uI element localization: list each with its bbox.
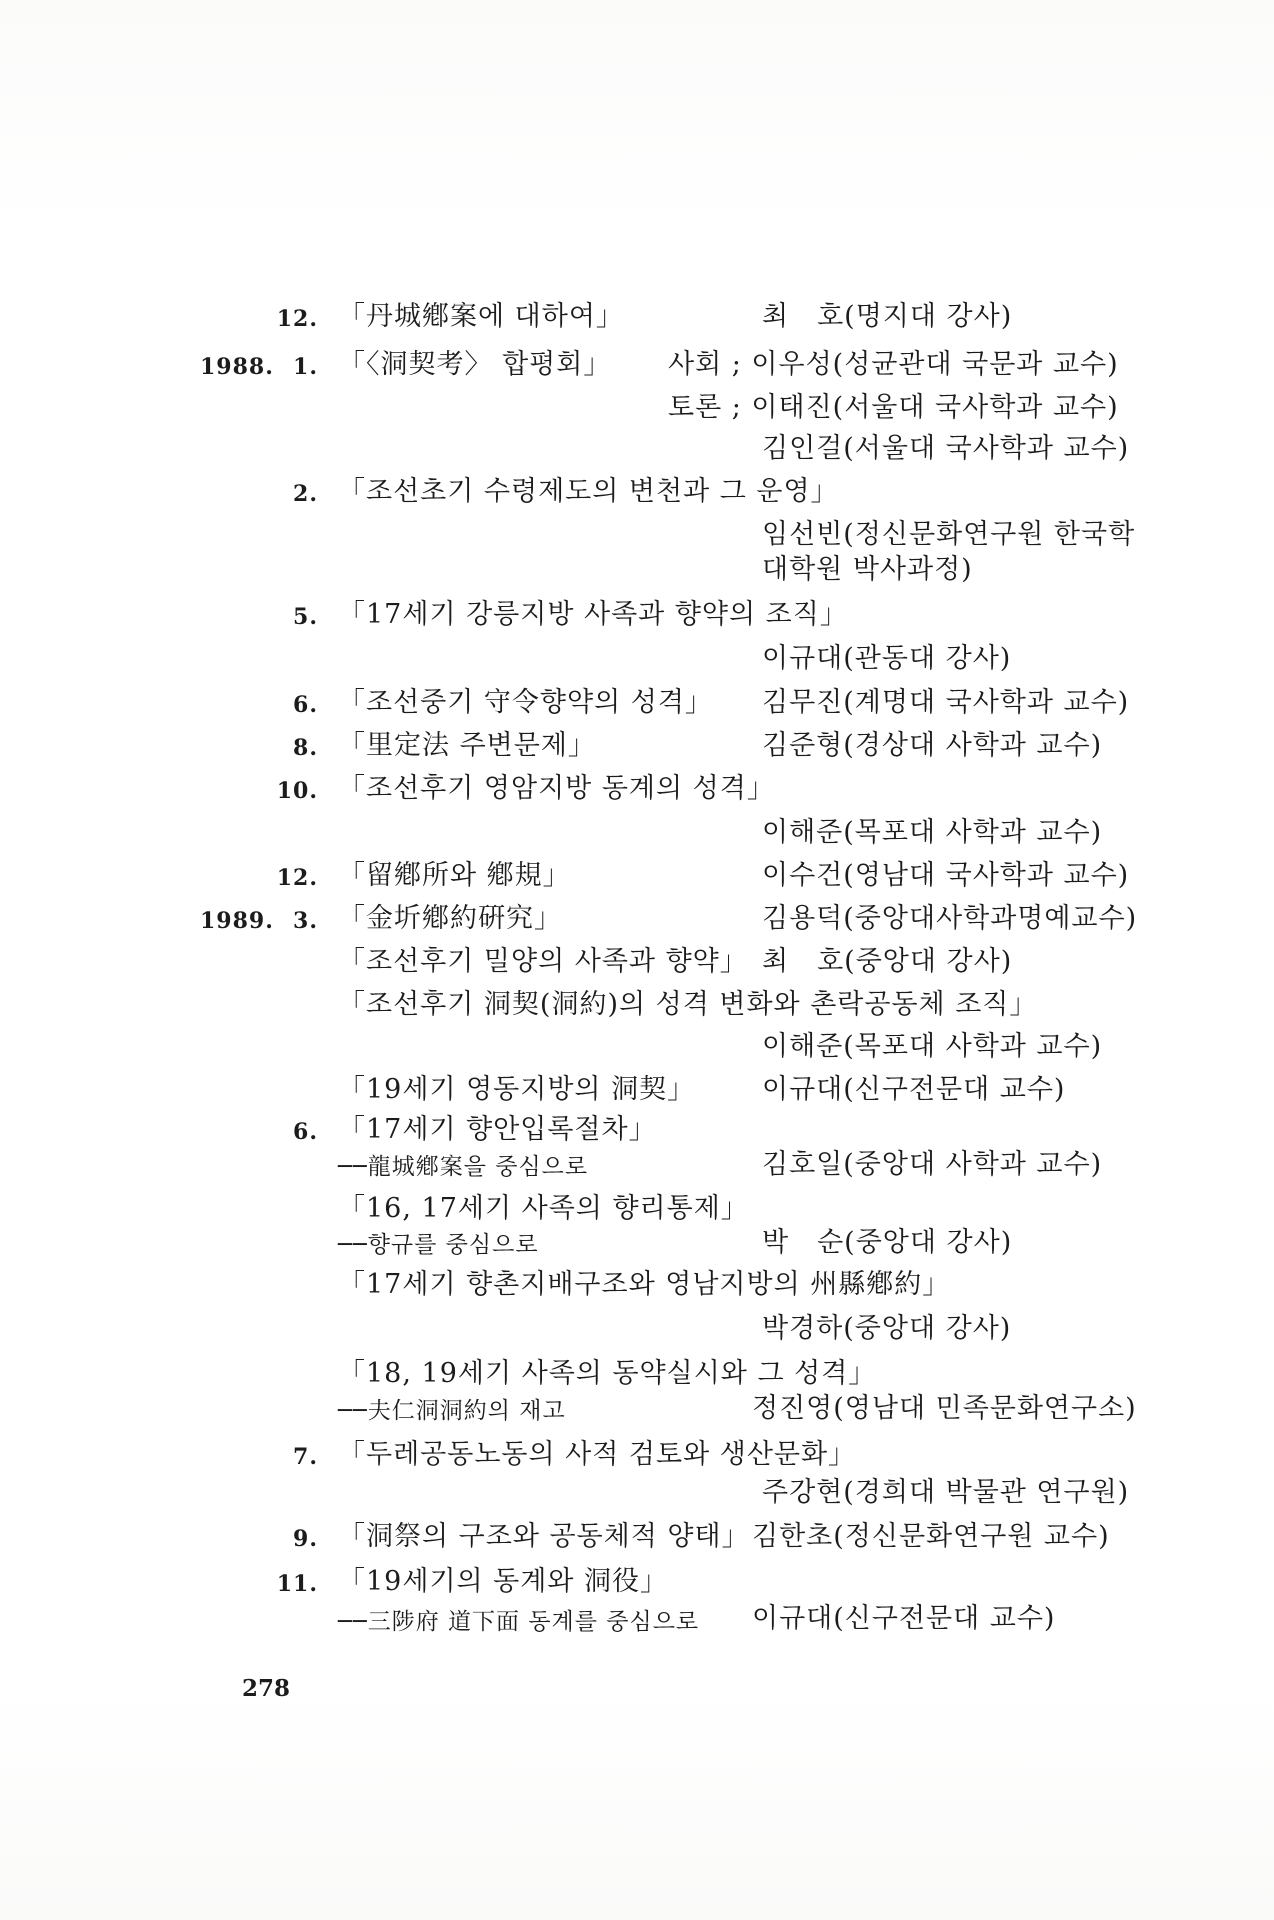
entry-presenter: 김준형(경상대 사학과 교수) (762, 730, 1103, 761)
entry-title: 「洞祭의 구조와 공동체적 양태」 (338, 1521, 750, 1552)
entry-title: 「조선후기 洞契(洞約)의 성격 변화와 촌락공동체 조직」 (338, 989, 1038, 1020)
entry-title: 「조선후기 밀양의 사족과 향약」 (338, 946, 748, 977)
entry-presenter: 김용덕(중앙대사학과명예교수) (762, 903, 1138, 934)
entry-presenter: 김인걸(서울대 국사학과 교수) (762, 433, 1130, 464)
entry-title: 「留鄕所와 鄕規」 (338, 860, 571, 891)
entry-presenter: 정진영(영남대 민족문화연구소) (752, 1393, 1137, 1424)
entry-title: 「두레공동노동의 사적 검토와 생산문화」 (338, 1439, 857, 1470)
entry-presenter: 토론 ; 이태진(서울대 국사학과 교수) (668, 392, 1119, 423)
entry-month: 1. (293, 354, 318, 380)
entry-presenter: 이수건(영남대 국사학과 교수) (762, 860, 1130, 891)
entry-month: 12. (276, 306, 318, 332)
entry-month: 5. (293, 604, 318, 630)
entry-title: 「17세기 향촌지배구조와 영남지방의 州縣鄕約」 (338, 1269, 951, 1300)
entry-presenter: 임선빈(정신문화연구원 한국학 (762, 519, 1136, 550)
entry-presenter: 최 호(중앙대 강사) (762, 946, 1013, 977)
entry-month: 8. (293, 735, 318, 761)
entry-presenter: 김한초(정신문화연구원 교수) (752, 1521, 1110, 1552)
entry-month: 12. (276, 865, 318, 891)
entry-year: 1989. (200, 908, 274, 934)
entry-presenter: 박경하(중앙대 강사) (762, 1313, 1012, 1344)
entry-presenter: 김호일(중앙대 사학과 교수) (762, 1149, 1103, 1180)
entry-presenter: 최 호(명지대 강사) (762, 301, 1013, 332)
entry-title: 「조선초기 수령제도의 변천과 그 운영」 (338, 476, 839, 507)
entry-presenter: 이해준(목포대 사학과 교수) (762, 817, 1103, 848)
entry-month: 11. (276, 1571, 318, 1597)
entry-title: 「〈洞契考〉 합평회」 (338, 349, 612, 380)
entry-presenter: 김무진(계명대 국사학과 교수) (762, 687, 1130, 718)
entry-presenter: 이규대(신구전문대 교수) (752, 1603, 1056, 1634)
entry-subtitle: ──향규를 중심으로 (338, 1232, 539, 1258)
entry-title: 「金圻鄕約硏究」 (338, 903, 562, 934)
entry-month: 9. (293, 1526, 318, 1552)
entry-title: 「19세기의 동계와 洞役」 (338, 1566, 669, 1597)
entry-month: 6. (293, 692, 318, 718)
entry-presenter: 이규대(신구전문대 교수) (762, 1074, 1066, 1105)
entry-month: 10. (276, 778, 318, 804)
entry-presenter: 박 순(중앙대 강사) (762, 1227, 1013, 1258)
entry-title: 「조선후기 영암지방 동계의 성격」 (338, 773, 775, 804)
entry-presenter: 주강현(경희대 박물관 연구원) (762, 1477, 1130, 1508)
entry-presenter: 사회 ; 이우성(성균관대 국문과 교수) (668, 349, 1119, 380)
entry-title: 「17세기 향안입록절차」 (338, 1114, 657, 1145)
entry-subtitle: ──夫仁洞洞約의 재고 (338, 1398, 566, 1424)
entry-month: 2. (293, 481, 318, 507)
entry-presenter: 이규대(관동대 강사) (762, 643, 1012, 674)
entry-presenter: 이해준(목포대 사학과 교수) (762, 1031, 1103, 1062)
entry-month: 7. (293, 1444, 318, 1470)
entry-title: 「조선중기 守令향약의 성격」 (338, 687, 713, 718)
entry-title: 「17세기 강릉지방 사족과 향약의 조직」 (338, 599, 848, 630)
entry-subtitle: ──三陟府 道下面 동계를 중심으로 (338, 1609, 700, 1635)
entry-title: 「19세기 영동지방의 洞契」 (338, 1074, 696, 1105)
entry-title: 「里定法 주변문제」 (338, 730, 596, 761)
entry-title: 「18, 19세기 사족의 동약실시와 그 성격」 (338, 1358, 877, 1389)
entry-title: 「丹城鄕案에 대하여」 (338, 301, 624, 332)
entry-month: 3. (293, 908, 318, 934)
entry-month: 6. (293, 1119, 318, 1145)
entry-presenter: 대학원 박사과정) (762, 554, 973, 585)
entry-subtitle: ──龍城鄕案을 중심으로 (338, 1154, 589, 1180)
page-number: 278 (242, 1675, 291, 1702)
entry-year: 1988. (200, 354, 274, 380)
entry-title: 「16, 17세기 사족의 향리통제」 (338, 1193, 749, 1224)
